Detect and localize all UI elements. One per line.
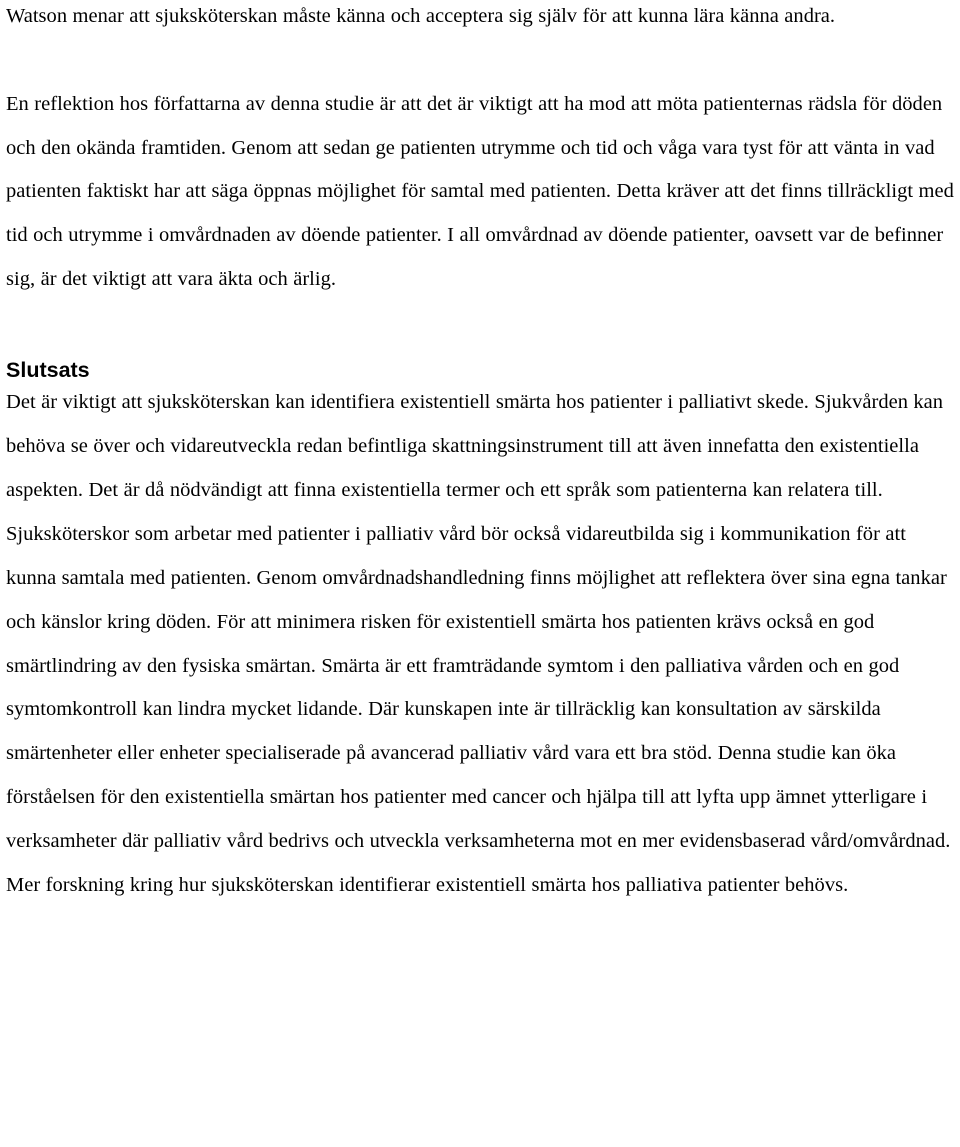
section-heading-slutsats: Slutsats xyxy=(6,358,90,383)
document-page xyxy=(6,0,960,908)
paragraph-conclusion: Det är viktigt att sjuksköterskan kan identifiera existentiell smärta hos patienter i palliativt skede. Sjukvården kan behöva se över och vidareutveckla redan befintliga skattningsinstrument till att även innefatta den existentiella aspekten. Det är då nödvändigt att finna existentiella termer och ett språk som patienterna kan relatera till. Sjuksköterskor som arbetar med patienter i palliativ vård bör också vidareutbilda sig i kommunikation för att kunna samtala med patienten. Genom omvårdnadshandledning finns möjlighet att reflektera över sina egna tankar och känslor kring döden. För att minimera risken för existentiell smärta hos patienten krävs också en god smärtlindring av den fysiska smärtan. Smärta är ett framträdande symtom i den palliativa vården och en god symtomkontroll kan lindra mycket lidande. Där kunskapen inte är tillräcklig kan konsultation av särskilda smärtenheter eller enheter specialiserade på avancerad palliativ vård vara ett bra stöd. Denna studie kan öka förståelsen för den existentiella smärtan hos patienter med cancer och hjälpa till att lyfta upp ämnet ytterligare i verksamheter där palliativ vård bedrivs och utveckla verksamheterna mot en mer evidensbaserad vård/omvårdnad. Mer forskning kring hur sjuksköterskan identifierar existentiell smärta hos palliativa patienter behövs. xyxy=(6,391,951,897)
paragraph-reflection: En reflektion hos författarna av denna studie är att det är viktigt att ha mod att möta patienternas rädsla för döden och den okända framtiden. Genom att sedan ge patienten utrymme och tid och våga vara tyst för att vänta in vad patienten faktiskt har att säga öppnas möjlighet för samtal med patienten. Detta kräver att det finns tillräckligt med tid och utrymme i omvårdnaden av döende patienter. I all omvårdnad av döende patienter, oavsett var de befinner sig, är det viktigt att vara äkta och ärlig. xyxy=(6,92,954,291)
paragraph-watson: Watson menar att sjuksköterskan måste känna och acceptera sig själv för att kunna lära känna andra. xyxy=(6,5,836,27)
